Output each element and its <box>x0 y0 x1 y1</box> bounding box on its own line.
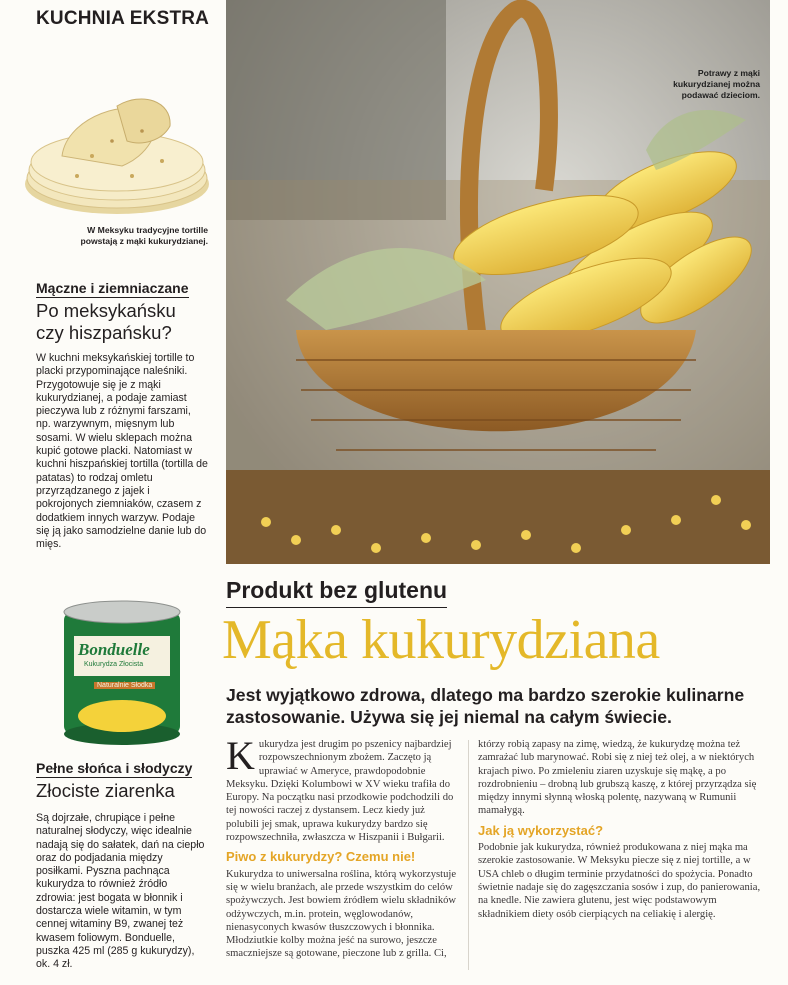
article-headline: Mąka kukurydziana <box>222 609 660 671</box>
col2-paragraph-2: Podobnie jak kukurydza, również produkowana z niej mąka ma szerokie zastosowanie. W Meksyku piecze się z niej tortille, a w USA chleb o długim terminie przydatności do spożycia. Ponadto świetnie nadaje się do zagęszczania sosów i zup, do panierowania, na knedle. Nie zawiera glutenu, jest więc podstawowym składnikiem diety osób cierpiących na celiakię i alergię. <box>478 842 761 920</box>
article-column-2 <box>478 738 764 921</box>
sidebar1-title-line1: Po meksykańsku <box>36 300 176 321</box>
sidebar1-body: W kuchni meksykańskiej tortille to placki przypominające naleśniki. Przygotowuje się je z mąki kukurydzianej, a podaje zamiast pieczywa lub z różnymi farszami, np. warzywnym, mięsnym lub sosami. W wielu sklepach można kupić gotowe placki. Natomiast w kuchni hiszpańskiej tortilla (tortilla de patatas) to rodzaj omletu przyrządzanego z jajek i pokrojonych ziemniaków, czasem z dodatkiem innych warzyw. Podaje się ją jako samodzielne danie lub do mięs. <box>36 352 208 551</box>
col1-paragraph-1: ukurydza jest drugim po pszenicy najbardziej rozpowszechnionym zbożem. Zaczęto ją uprawiać w Ameryce, prawdopodobnie Meksyku. Dzięki Kolumbowi w XV wieku trafiła do Europy. Na początku nasi przodkowie podchodzili do tej nowości raczej z dystansem. Lecz kiedy już polubili jej smak, uprawa kukurydzy bardzo się rozpowszechniła, zwłaszcza w Hiszpanii i Bułgarii. <box>226 739 454 844</box>
column-divider <box>468 740 469 970</box>
section-tag: KUCHNIA EKSTRA <box>36 8 210 29</box>
sidebar2-heading: Pełne słońca i słodyczy <box>36 760 193 776</box>
sidebar1-title-line2: czy hiszpańsku? <box>36 322 172 343</box>
photo-caption: Potrawy z mąki kukurydzianej można podawać dzieciom. <box>673 68 760 100</box>
can-brand: Bonduelle <box>78 640 150 659</box>
drop-cap: K <box>226 733 255 778</box>
article-lead: Jest wyjątkowo zdrowa, dlatego ma bardzo szerokie kulinarne zastosowanie. Używa się jej niemal na całym świecie. <box>226 685 745 727</box>
sidebar2-body: Są dojrzałe, chrupiące i pełne naturalnej słodyczy, więc idealnie nadają się do sałatek, dań na ciepło oraz do podjadania między posiłkami. Pyszna pachnąca kukurydza to również źródło zdrowia: jest bogata w błonnik i dostarcza wiele witamin, w tym cennej witaminy B9, zwanej też kwasem foliowym. Bonduelle, puszka 425 ml (285 g kukurydzy), ok. 4 zł. <box>36 812 205 971</box>
sidebar1-heading: Mączne i ziemniaczane <box>36 280 189 296</box>
can-drawing <box>60 598 184 746</box>
tortilla-caption: W Meksyku tradycyjne tortille powstają z mąki kukurydzianej. <box>80 225 208 246</box>
article-column-1 <box>226 733 460 961</box>
col2-subheading: Jak ją wykorzystać? <box>478 822 604 838</box>
article-kicker: Produkt bez glutenu <box>226 577 447 608</box>
can-badge: Naturalnie Słodka <box>94 682 155 689</box>
sidebar2-title: Złociste ziarenka <box>36 780 175 801</box>
col2-paragraph-1: którzy robią zapasy na zimę, wiedzą, że kukurydzę można też zamrażać lub marynować. Robi się z niej też olej, a w niektórych krajach piwo. Po zmieleniu ziaren uzyskuje się mąkę, a po rozdrobnieniu – drobną lub grubszą kaszę, z której przyrządza się między innymi słynną włoską polentę, nazywaną w Rumunii mamałygą. <box>478 739 757 817</box>
tortilla-image <box>22 86 212 218</box>
col1-subheading: Piwo z kukurydzy? Czemu nie! <box>226 849 416 865</box>
can-line: Kukurydza Złocista <box>84 661 144 668</box>
col1-paragraph-2: Kukurydza to uniwersalna roślina, którą wykorzystuje się w wielu branżach, ale przede wszystkim do celów spożywczych. Jest bowiem źródłem wielu składników odżywczych, m.in. protein, węglowodanów, nienasyconych kwasów tłuszczowych i błonnika. Młodziutkie kolby można jeść na surowo, jeszcze smaczniejsze są gotowane, pieczone lub z grilla. Ci, <box>226 868 457 960</box>
corn-can-image <box>60 598 184 746</box>
